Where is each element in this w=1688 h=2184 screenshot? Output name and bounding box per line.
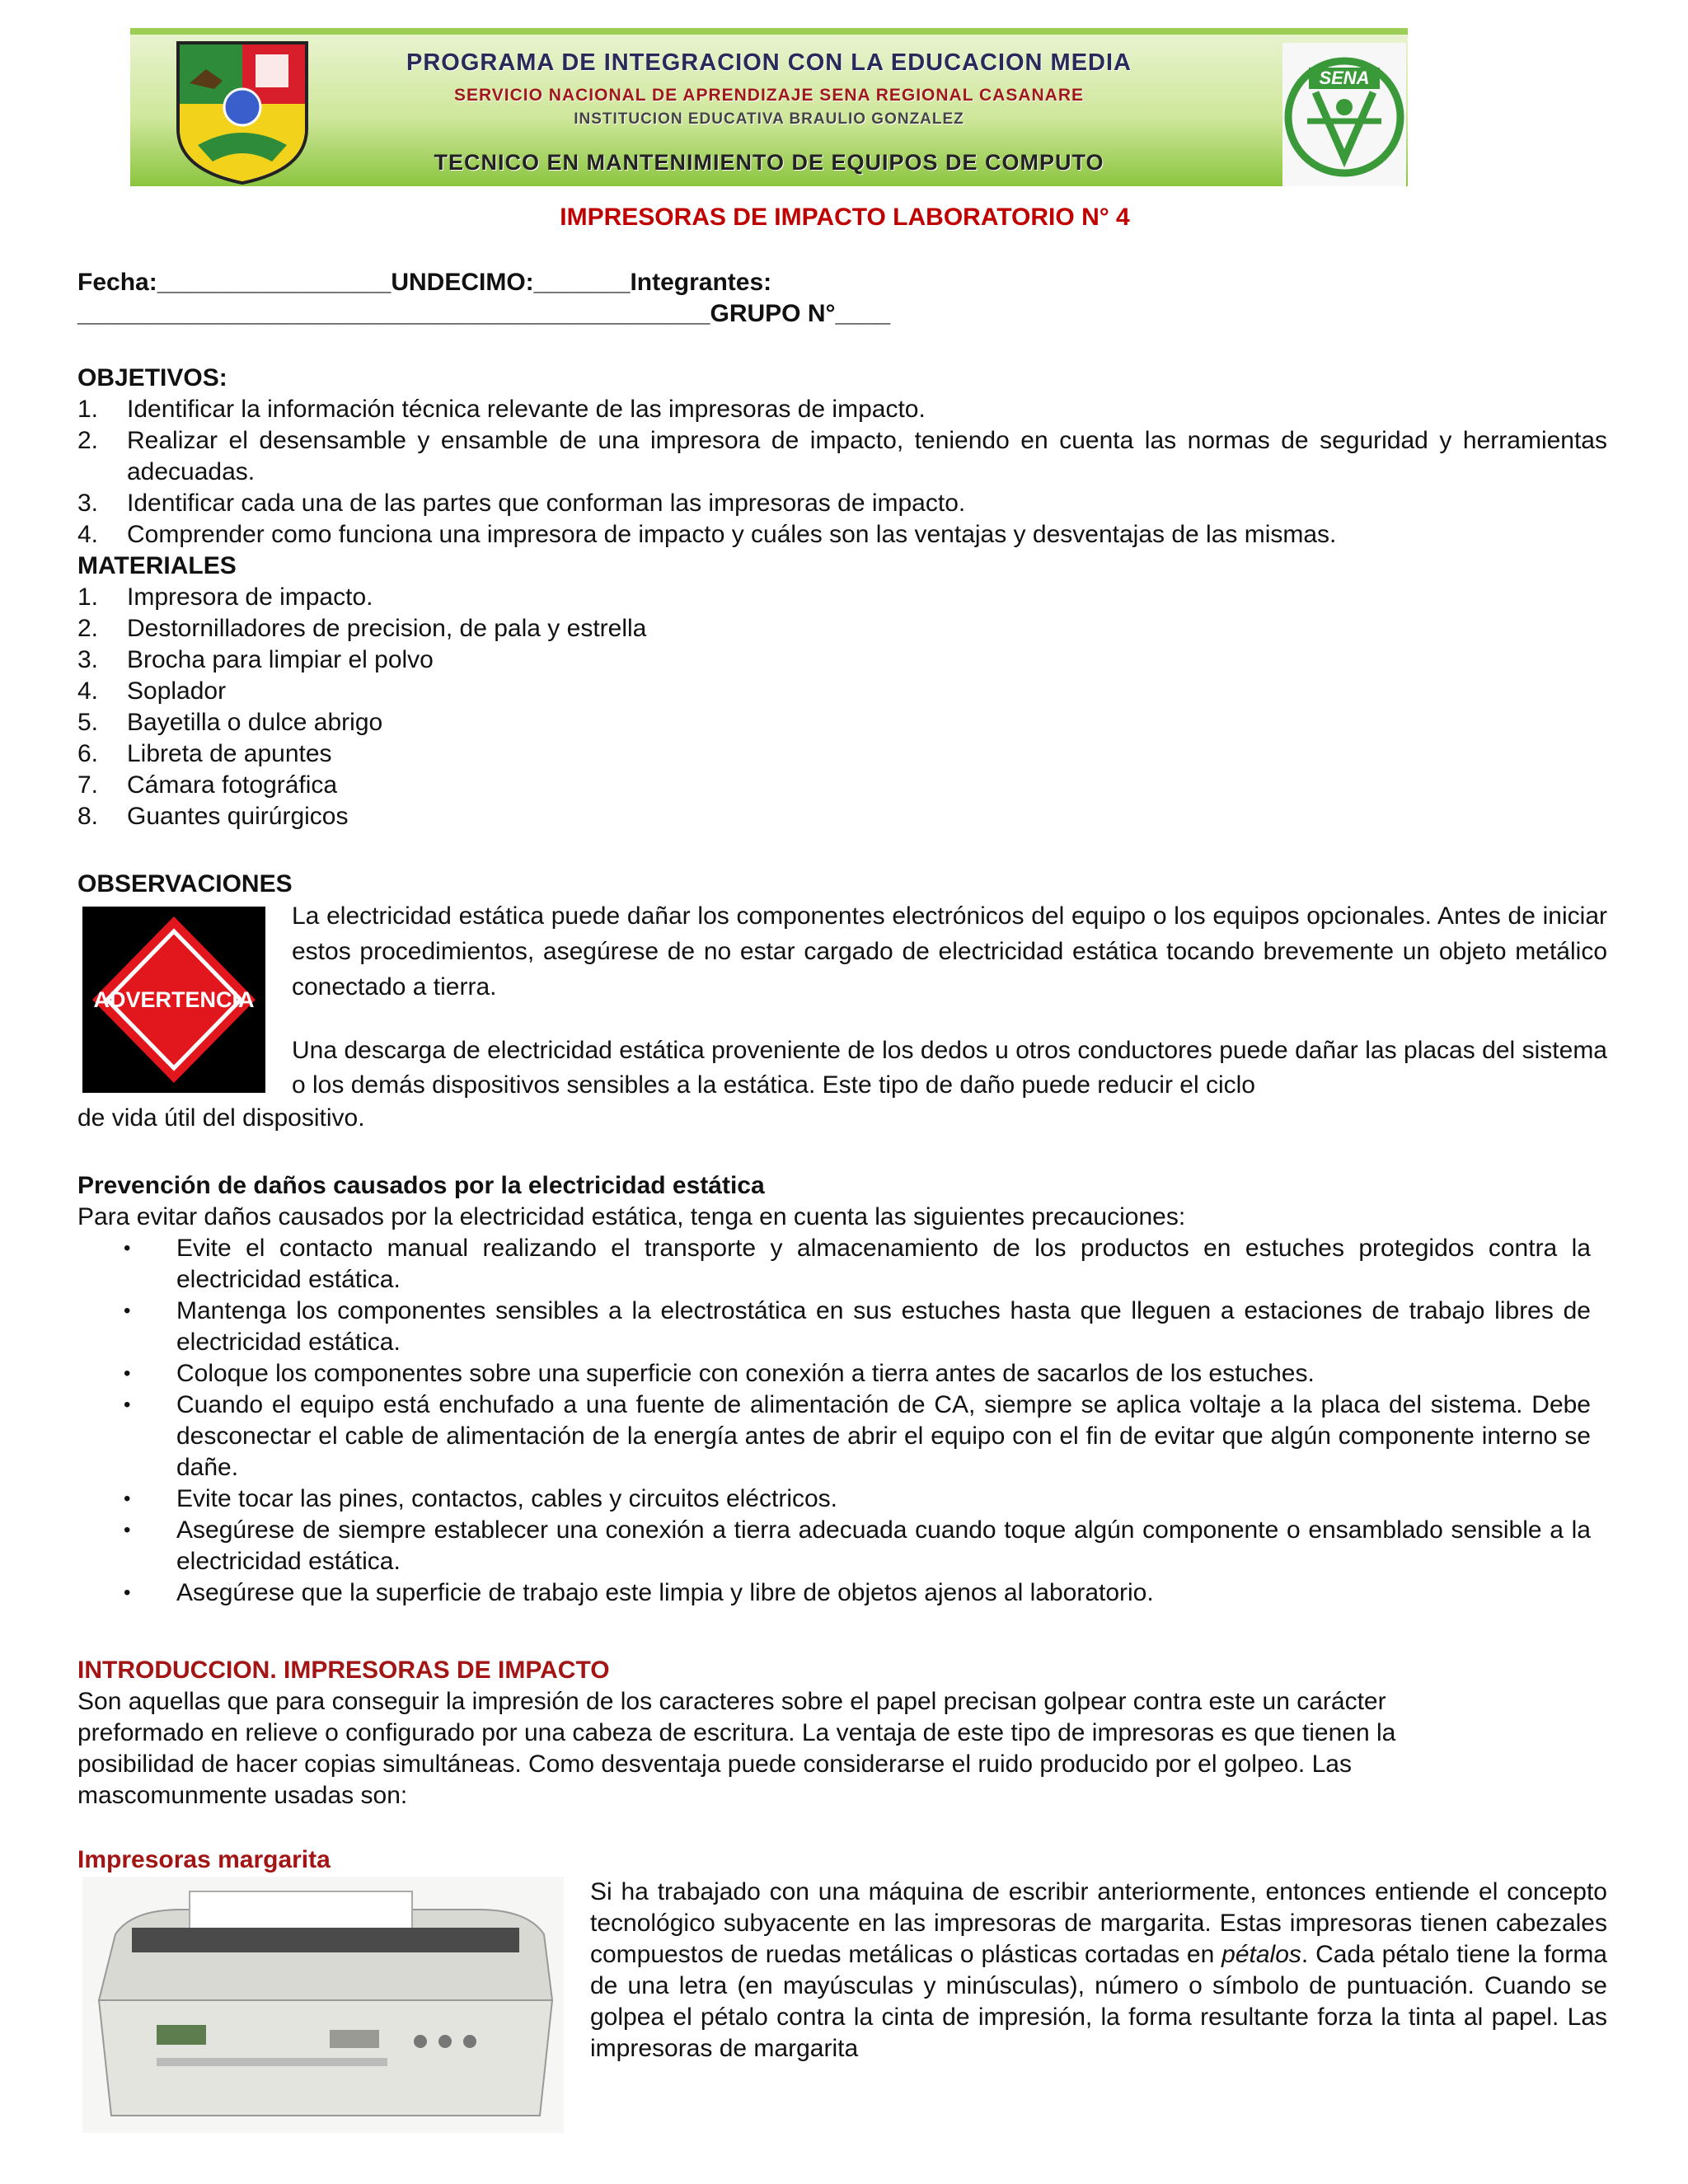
list-item: 2. Realizar el desensamble y ensamble de una impresora de impacto, teniendo en cuenta las normas de seguridad y herramientas adecuadas. [77,427,1607,485]
banner-service: SERVICIO NACIONAL DE APRENDIZAJE SENA REGIONAL CASANARE [453,86,1085,105]
list-item: 4. Soplador [77,677,227,705]
warning-image [82,907,265,1093]
list-item: • Coloque los componentes sobre una superficie con conexión a tierra antes de sacarlos de los estuches. [124,1360,1315,1387]
list-item: 6. Libreta de apuntes [77,740,332,767]
list-item: 4. Comprender como funciona una impresora de impacto y cuáles son las ventajas y desventajas de las mismas. [77,521,1337,548]
introduccion-line-3: posibilidad de hacer copias simultáneas. Como desventaja puede considerarse el ruido producido por el golpeo. Las [77,1750,1352,1778]
list-item: • Evite el contacto manual realizando el transporte y almacenamiento de los productos en estuches protegidos contra la electricidad estática. [124,1235,1591,1293]
form-line-1: Fecha:_________________UNDECIMO:_______Integrantes: [77,269,772,296]
introduccion-line-4: mascomunmente usadas son: [77,1782,408,1809]
prevencion-heading: Prevención de daños causados por la electricidad estática [77,1172,765,1199]
observaciones-paragraph-2-end: de vida útil del dispositivo. [77,1104,365,1132]
petalos-emphasis: pétalos [1221,1941,1301,1968]
list-item: 5. Bayetilla o dulce abrigo [77,709,383,736]
introduccion-line-1: Son aquellas que para conseguir la impresión de los caracteres sobre el papel precisan golpear contra este un carácter [77,1688,1386,1715]
list-item: • Evite tocar las pines, contactos, cables y circuitos eléctricos. [124,1485,838,1512]
list-item: • Mantenga los componentes sensibles a la electrostática en sus estuches hasta que lleguen a estaciones de trabajo libres de electricidad estática. [124,1297,1591,1356]
document-title: IMPRESORAS DE IMPACTO LABORATORIO N° 4 [560,204,1130,231]
observaciones-heading: OBSERVACIONES [77,870,293,898]
banner-institution: INSTITUCION EDUCATIVA BRAULIO GONZALEZ [574,110,964,128]
prevencion-intro: Para evitar daños causados por la electricidad estática, tenga en cuenta las siguientes precauciones: [77,1203,1186,1230]
daisy-wheel-printer-image [82,1877,564,2133]
margarita-paragraph: Si ha trabajado con una máquina de escribir anteriormente, entonces entiende el concepto tecnológico subyacente en las impresoras de margarita. Estas impresoras tienen cabezales compuestos de ruedas metálicas o plásticas cortadas en pétalos. Cada pétalo tiene la forma de una letra (en mayúsculas y minúsculas), número o símbolo de puntuación. Cuando se golpea el pétalo contra la cinta de impresión, la forma resultante forza la tinta al papel. Las impresoras de margarita [590,1878,1607,2062]
list-item: 3. Identificar cada una de las partes que conforman las impresoras de impacto. [77,490,966,517]
printer-icon [82,1877,564,2133]
warning-sign-icon [82,907,265,1093]
introduccion-heading: INTRODUCCION. IMPRESORAS DE IMPACTO [77,1657,610,1684]
list-item: 2. Destornilladores de precision, de pala y estrella [77,615,647,642]
list-item: 7. Cámara fotográfica [77,771,338,799]
list-item: • Asegúrese de siempre establecer una conexión a tierra adecuada cuando toque algún componente o ensamblado sensible a la electricidad estática. [124,1516,1591,1575]
list-item: 1. Identificar la información técnica relevante de las impresoras de impacto. [77,396,926,423]
form-line-2: ______________________________________________GRUPO N°____ [77,300,891,327]
list-item: • Cuando el equipo está enchufado a una fuente de alimentación de CA, siempre se aplica voltaje a la placa del sistema. Debe desconectar el cable de alimentación de la energía antes de abrir el equipo con el fin de evitar que algún componente interno se dañe. [124,1391,1591,1481]
list-item: 1. Impresora de impacto. [77,583,373,611]
observaciones-paragraph-1: La electricidad estática puede dañar los componentes electrónicos del equipo o los equipos opcionales. Antes de iniciar estos procedimientos, asegúrese de no estar cargado de electricidad estática tocando brevemente un objeto metálico conectado a tierra. [292,902,1607,1001]
banner-program: PROGRAMA DE INTEGRACION CON LA EDUCACION MEDIA [406,49,1132,76]
list-item: • Asegúrese que la superficie de trabajo este limpia y libre de objetos ajenos al laboratorio. [124,1579,1154,1606]
objetivos-list [77,394,1607,551]
banner-technical: TECNICO EN MANTENIMIENTO DE EQUIPOS DE COMPUTO [434,150,1104,175]
observaciones-paragraph-2: Una descarga de electricidad estática proveniente de los dedos u otros conductores puede dañar las placas del sistema o los demás dispositivos sensibles a la estática. Este tipo de daño puede reducir el ciclo [292,1037,1607,1099]
objetivos-heading: OBJETIVOS: [77,364,227,391]
materiales-heading: MATERIALES [77,552,237,579]
sena-logo [1282,43,1406,186]
list-item: 8. Guantes quirúrgicos [77,803,349,830]
introduccion-line-2: preformado en relieve o configurado por una cabeza de escritura. La ventaja de este tipo de impresoras es que tienen la [77,1719,1396,1746]
list-item: 3. Brocha para limpiar el polvo [77,646,434,673]
header-banner [130,28,1408,186]
sena-logo-text: SENA [1319,68,1370,88]
warning-label: ADVERTENCIA [93,987,255,1012]
prevencion-list [77,1233,1591,1609]
materiales-list [77,582,1607,832]
margarita-heading: Impresoras margarita [77,1846,331,1873]
